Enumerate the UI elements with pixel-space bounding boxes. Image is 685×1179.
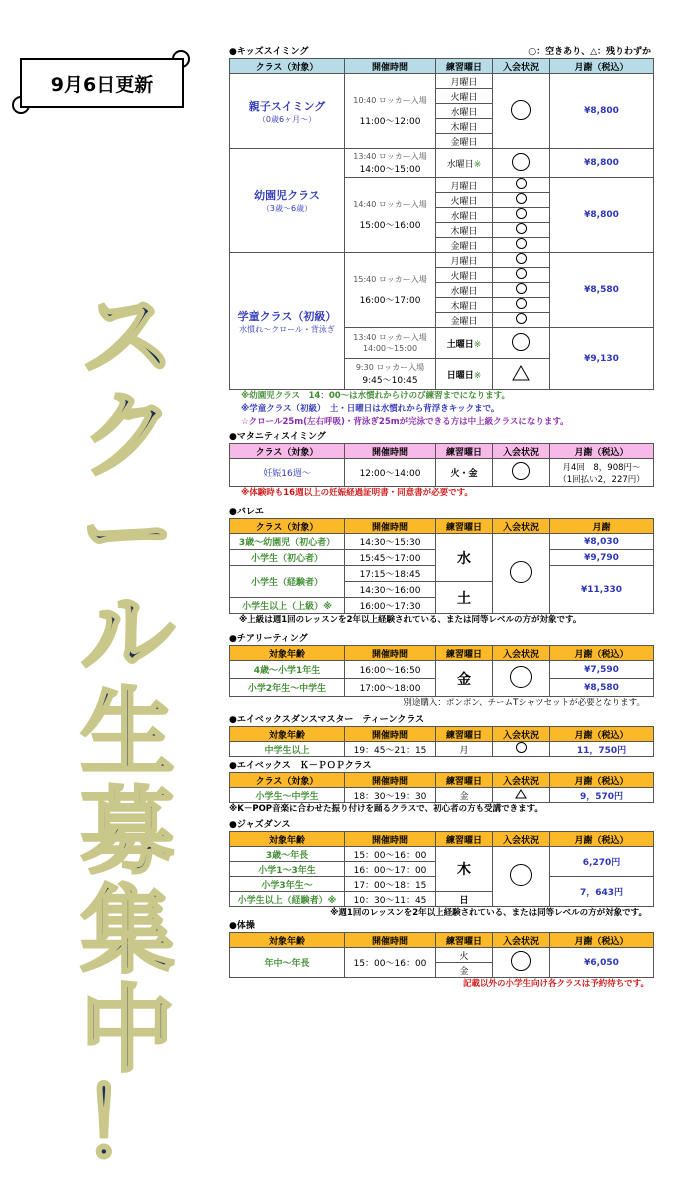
day-label: 水曜日	[446, 159, 474, 170]
available-circle-icon	[516, 742, 527, 753]
section-title-avex-kpop: ●エイベックス Ｋ－ＰＯＰクラス	[229, 761, 372, 771]
header-age: 対象年齢	[230, 727, 345, 742]
available-circle-icon	[510, 666, 532, 688]
lesson-time: 14:00～15:00	[362, 344, 418, 353]
lesson-time: 16：00～17：00	[345, 862, 436, 877]
status-cell	[493, 283, 550, 298]
class-target: 水慣れ～クロール・背泳ぎ	[239, 324, 335, 334]
fee-cell: ¥8,800	[550, 178, 654, 253]
status-cell	[493, 268, 550, 283]
section-title-maternity: ●マタニティスイミング	[229, 432, 326, 442]
available-circle-icon	[510, 864, 532, 886]
status-cell	[493, 534, 550, 614]
lesson-time: 11:00～12:00	[359, 117, 421, 127]
time-cell	[345, 359, 436, 390]
header-fee: 月謝	[550, 519, 654, 534]
day-cell: 火・金	[436, 459, 493, 487]
ballet-note: ※上級は週1回のレッスンを2年以上経験されている、または同等レベルの方が対象です。	[239, 615, 582, 625]
header-class: クラス（対象）	[230, 59, 345, 74]
time-cell	[345, 178, 436, 253]
fee-cell	[550, 459, 654, 487]
available-circle-icon	[516, 193, 527, 204]
lesson-time: 12:00～14:00	[345, 459, 436, 487]
update-banner	[12, 50, 190, 116]
available-circle-icon	[516, 298, 527, 309]
status-cell	[493, 223, 550, 238]
header-class: クラス（対象）	[230, 444, 345, 459]
header-day: 練習曜日	[436, 646, 493, 661]
kids-note: ☆クロール25m(左右呼吸)・背泳ぎ25mが完泳できる方は中上級クラスになります。	[241, 417, 569, 427]
day-cell	[436, 359, 493, 390]
locker-time: 15:40 ロッカー入場	[353, 275, 427, 284]
day-cell: 月曜日	[436, 253, 493, 268]
available-circle-icon	[516, 208, 527, 219]
available-circle-icon	[516, 268, 527, 279]
class-name: 妊娠16週～	[230, 459, 345, 487]
note-mark: ※	[473, 159, 482, 170]
class-target: （0歳6ヶ月～）	[257, 114, 317, 124]
header-status: 入会状況	[493, 832, 550, 847]
ballet-table	[229, 518, 654, 614]
header-class: クラス（対象）	[230, 519, 345, 534]
day-cell: 月曜日	[436, 178, 493, 193]
class-name: 小学3年生～	[230, 877, 345, 892]
lesson-time: 17:15～18:45	[345, 566, 436, 582]
day-cell	[436, 149, 493, 178]
header-day: 練習曜日	[436, 727, 493, 742]
day-cell: 金	[436, 661, 493, 697]
lesson-time: 17：00～18：15	[345, 877, 436, 892]
header-class: クラス（対象）	[230, 773, 345, 788]
section-title-cheer: ●チアリーティング	[229, 634, 308, 644]
header-day: 練習曜日	[436, 773, 493, 788]
header-fee: 月謝（税込）	[550, 773, 654, 788]
header-day: 練習曜日	[436, 519, 493, 534]
day-cell: 金曜日	[436, 134, 493, 149]
day-cell: 土	[436, 582, 493, 614]
title-char: 中	[80, 976, 175, 1085]
header-day: 練習曜日	[436, 832, 493, 847]
lesson-time: 16:00～17:30	[345, 598, 436, 614]
header-time: 開催時間	[345, 59, 436, 74]
lesson-time: 15：00～16：00	[345, 948, 436, 978]
title-char: ス	[80, 283, 175, 392]
maternity-table	[229, 443, 654, 487]
lesson-time: 15：00～16：00	[345, 847, 436, 862]
status-cell	[493, 847, 550, 907]
header-time: 開催時間	[345, 519, 436, 534]
status-cell	[493, 193, 550, 208]
lesson-time: 15:45～17:00	[345, 550, 436, 566]
header-fee: 月謝（税込）	[550, 727, 654, 742]
day-cell: 月曜日	[436, 74, 493, 89]
title-char: ー	[80, 481, 175, 590]
header-time: 開催時間	[345, 832, 436, 847]
fee-cell: 11，750円	[550, 742, 654, 757]
day-cell: 金曜日	[436, 238, 493, 253]
status-cell	[493, 359, 550, 390]
header-status: 入会状況	[493, 933, 550, 948]
available-circle-icon	[516, 283, 527, 294]
section-title-kids	[229, 46, 653, 58]
class-name: 小学2年生～中学生	[230, 679, 345, 697]
available-circle-icon	[512, 462, 530, 480]
avex-kpop-table	[229, 772, 654, 803]
header-fee: 月謝（税込）	[550, 444, 654, 459]
status-cell	[493, 178, 550, 193]
schedule-content	[229, 46, 653, 991]
avex-teen-table	[229, 726, 654, 757]
header-age: 対象年齢	[230, 933, 345, 948]
class-name: 小学生（経験者）	[230, 566, 345, 598]
day-cell: 月	[436, 742, 493, 757]
header-age: 対象年齢	[230, 646, 345, 661]
status-cell	[493, 149, 550, 178]
header-time: 開催時間	[345, 646, 436, 661]
available-circle-icon	[512, 153, 530, 171]
available-circle-icon	[510, 561, 532, 583]
header-status: 入会状況	[493, 773, 550, 788]
status-cell	[493, 328, 550, 359]
time-cell	[345, 74, 436, 149]
header-status: 入会状況	[493, 59, 550, 74]
class-name: 親子スイミング	[248, 99, 326, 113]
status-cell	[493, 208, 550, 223]
lesson-time: 16:00～17:00	[359, 296, 421, 306]
class-name: 小学生以上（上級）※	[230, 598, 345, 614]
update-label: 9月6日更新	[20, 58, 184, 108]
note-mark: ※	[473, 370, 482, 381]
header-day: 練習曜日	[436, 444, 493, 459]
lesson-time: 14:30～16:00	[345, 582, 436, 598]
fee-cell: ¥6,050	[550, 948, 654, 978]
available-circle-icon	[511, 951, 531, 971]
day-cell: 金	[436, 963, 493, 978]
fee-cell: ¥8,580	[550, 253, 654, 328]
lesson-time: 14:00～15:00	[359, 165, 421, 175]
header-time: 開催時間	[345, 933, 436, 948]
day-cell	[436, 328, 493, 359]
class-name: 4歳～小学1年生	[230, 661, 345, 679]
fee-cell: 6,270円	[550, 847, 654, 877]
locker-time: 13:40 ロッカー入場	[353, 333, 427, 342]
day-label: 土曜日	[446, 339, 474, 350]
class-oyako	[230, 74, 345, 149]
time-cell	[345, 253, 436, 328]
title-char: 募	[80, 778, 175, 887]
class-name: 小学生以上（経験者）※	[230, 892, 345, 907]
header-status: 入会状況	[493, 519, 550, 534]
class-name: 年中～年長	[230, 948, 345, 978]
kids-note: ※幼園児クラス 14：00～は水慣れからけのび練習までになります。	[241, 391, 510, 401]
day-cell: 火	[436, 948, 493, 963]
locker-time: 9:30 ロッカー入場	[355, 363, 425, 372]
class-name: 学童クラス（初級）	[237, 309, 337, 323]
class-youji	[230, 149, 345, 253]
few-left-triangle-icon	[515, 789, 527, 799]
available-circle-icon	[516, 223, 527, 234]
lesson-time: 17:00～18:00	[345, 679, 436, 697]
available-circle-icon	[516, 253, 527, 264]
header-status: 入会状況	[493, 727, 550, 742]
class-name: 中学生以上	[230, 742, 345, 757]
section-title-jazz: ●ジャズダンス	[229, 820, 291, 830]
title-char: 生	[80, 679, 175, 788]
header-time: 開催時間	[345, 727, 436, 742]
day-cell: 木曜日	[436, 298, 493, 313]
note-mark: ※	[473, 339, 482, 350]
title-char: 集	[80, 877, 175, 986]
fee-cell: 9，570円	[550, 788, 654, 803]
header-fee: 月謝（税込）	[550, 933, 654, 948]
jazz-table	[229, 831, 654, 907]
cheer-table	[229, 645, 654, 697]
big-title	[75, 283, 180, 1179]
fee-cell: ¥11,330	[550, 566, 654, 614]
class-name: 3歳～年長	[230, 847, 345, 862]
status-cell	[493, 742, 550, 757]
class-name: 小学生～中学生	[230, 788, 345, 803]
status-cell	[493, 253, 550, 268]
status-cell	[493, 238, 550, 253]
status-cell	[493, 948, 550, 978]
lesson-time: 14:30～15:30	[345, 534, 436, 550]
locker-time: 10:40 ロッカー入場	[353, 96, 427, 105]
time-cell	[345, 328, 436, 359]
status-legend: ○：空きあり、△：残りわずか	[528, 47, 651, 57]
day-cell: 日	[436, 892, 493, 907]
maternity-note: ※体験時も16週以上の妊娠経過証明書・同意書が必要です。	[241, 488, 473, 498]
header-status: 入会状況	[493, 646, 550, 661]
day-cell: 水曜日	[436, 283, 493, 298]
available-circle-icon	[511, 100, 531, 120]
header-time: 開催時間	[345, 773, 436, 788]
day-cell: 金曜日	[436, 313, 493, 328]
day-cell: 水曜日	[436, 208, 493, 223]
class-name: 幼園児クラス	[254, 189, 320, 202]
day-cell: 水	[436, 534, 493, 582]
section-title-avex-teen: ●エイベックスダンスマスター ティーンクラス	[229, 715, 425, 725]
header-age: 対象年齢	[230, 832, 345, 847]
kpop-note: ※K－POP音楽に合わせた振り付けを踊るクラスで、初心者の方も受講できます。	[229, 804, 543, 814]
header-day: 練習曜日	[436, 933, 493, 948]
status-cell	[493, 788, 550, 803]
title-char: ル	[80, 580, 175, 689]
header-fee: 月謝（税込）	[550, 646, 654, 661]
day-cell: 金	[436, 788, 493, 803]
status-cell	[493, 459, 550, 487]
fee-cell: ¥8,800	[550, 74, 654, 149]
status-cell	[493, 74, 550, 149]
fee-cell: ¥7,590	[550, 661, 654, 679]
class-name: 3歳～幼園児（初心者）	[230, 534, 345, 550]
class-name: 小学1～3年生	[230, 862, 345, 877]
locker-time: 13:40 ロッカー入場	[353, 152, 427, 161]
gym-table	[229, 932, 654, 978]
header-fee: 月謝（税込）	[550, 832, 654, 847]
status-cell	[493, 661, 550, 697]
lesson-time: 16:00～16:50	[345, 661, 436, 679]
fee-line: （1回払い2，227円）	[558, 474, 645, 485]
day-label: 日曜日	[446, 370, 474, 381]
cheer-note: 別途購入：ポンポン、チームTシャツセットが必要となります。	[403, 698, 645, 708]
day-cell: 火曜日	[436, 89, 493, 104]
few-left-triangle-icon	[512, 365, 530, 381]
fee-cell: ¥9,790	[550, 550, 654, 566]
section-title-ballet: ●バレエ	[229, 507, 264, 517]
class-name: 小学生（初心者）	[230, 550, 345, 566]
title-char: ！	[80, 1070, 175, 1179]
header-time: 開催時間	[345, 444, 436, 459]
kids-note: ※学童クラス（初級） 土・日曜日は水慣れから背浮きキックまで。	[241, 404, 500, 414]
fee-cell: ¥8,580	[550, 679, 654, 697]
day-cell: 水曜日	[436, 104, 493, 119]
lesson-time: 18：30～19：30	[345, 788, 436, 803]
available-circle-icon	[516, 313, 527, 324]
available-circle-icon	[512, 333, 530, 351]
day-cell: 木曜日	[436, 223, 493, 238]
jazz-note: ※週1回のレッスンを2年以上経験されている、または同等レベルの方が対象です。	[330, 908, 647, 918]
locker-time: 14:40 ロッカー入場	[353, 200, 427, 209]
day-cell: 火曜日	[436, 193, 493, 208]
section-title-gym: ●体操	[229, 921, 255, 931]
fee-cell: ¥9,130	[550, 328, 654, 390]
header-status: 入会状況	[493, 444, 550, 459]
section-title-text: ●キッズスイミング	[229, 47, 309, 57]
kids-table	[229, 58, 654, 390]
class-gakudo	[230, 253, 345, 390]
fee-cell: ¥8,030	[550, 534, 654, 550]
fee-cell: 7，643円	[550, 877, 654, 907]
lesson-time: 9:45～10:45	[362, 376, 418, 386]
day-cell: 木曜日	[436, 119, 493, 134]
gym-note: 記載以外の小学生向け各クラスは予約待ちです。	[463, 979, 649, 989]
header-day: 練習曜日	[436, 59, 493, 74]
title-char: ク	[80, 382, 175, 491]
fee-line: 月4回 8，908円～	[562, 462, 641, 473]
status-cell	[493, 313, 550, 328]
available-circle-icon	[516, 178, 527, 189]
fee-cell: ¥8,800	[550, 149, 654, 178]
day-cell: 木	[436, 847, 493, 892]
day-cell: 火曜日	[436, 268, 493, 283]
lesson-time: 19：45～21：15	[345, 742, 436, 757]
lesson-time: 10：30～11：45	[345, 892, 436, 907]
available-circle-icon	[516, 238, 527, 249]
lesson-time: 15:00～16:00	[359, 221, 421, 231]
time-cell	[345, 149, 436, 178]
class-target: （3歳～6歳）	[261, 204, 313, 213]
status-cell	[493, 298, 550, 313]
header-fee: 月謝（税込）	[550, 59, 654, 74]
